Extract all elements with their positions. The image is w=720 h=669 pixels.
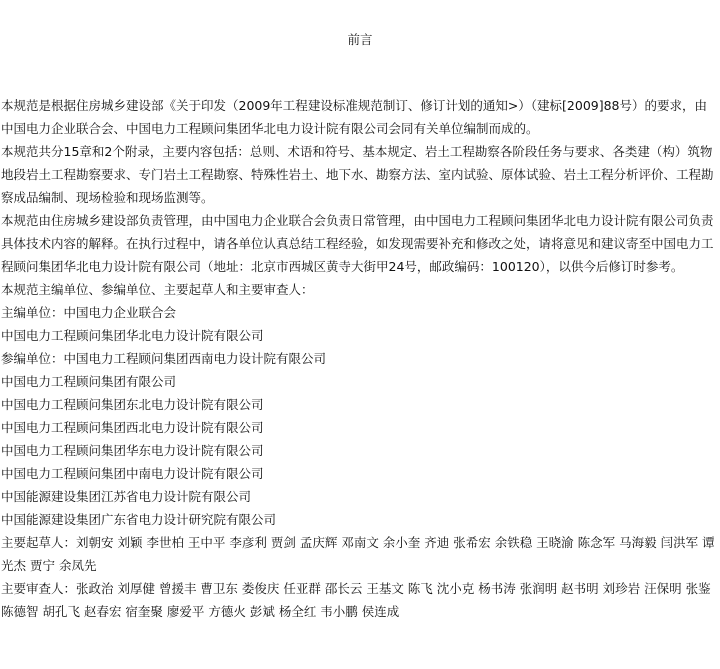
- organization-line: 中国电力工程顾问集团华东电力设计院有限公司: [1, 443, 264, 458]
- participating-units: 参编单位：中国电力工程顾问集团西南电力设计院有限公司: [1, 351, 327, 366]
- organization-line: 中国能源建设集团广东省电力设计研究院有限公司: [1, 512, 277, 527]
- organization-line: 中国电力工程顾问集团西北电力设计院有限公司: [1, 420, 264, 435]
- organization-line: 中国电力工程顾问集团东北电力设计院有限公司: [1, 397, 264, 412]
- document-body: [1, 94, 715, 623]
- chief-editor-unit: 主编单位：中国电力企业联合会: [1, 305, 177, 320]
- paragraph-basis: 本规范是根据住房城乡建设部《关于印发（2009年工程建设标准规范制订、修订计划的通知>）（建标[2009]88号）的要求，由中国电力企业联合会、中国电力工程顾问集团华北电力设计院有限公司会同有关单位编制而成的。: [1, 98, 708, 136]
- paragraph-participants-intro: 本规范主编单位、参编单位、主要起草人和主要审查人：: [1, 282, 314, 297]
- organization-line: 中国电力工程顾问集团中南电力设计院有限公司: [1, 466, 264, 481]
- paragraph-contents: 本规范共分15章和2个附录，主要内容包括：总则、术语和符号、基本规定、岩土工程勘察各阶段任务与要求、各类建（构）筑物地段岩土工程勘察要求、专门岩土工程勘察、特殊性岩土、地下水、勘察方法、室内试验、原体试验、岩土工程分析评价、工程勘察成品编制、现场检验和现场监测等。: [1, 144, 714, 205]
- organization-line: 中国电力工程顾问集团华北电力设计院有限公司: [1, 328, 264, 343]
- page-title: 前言: [347, 32, 373, 47]
- main-drafters: 主要起草人：刘朝安 刘颖 李世柏 王中平 李彦利 贾剑 孟庆辉 邓南文 余小奎 齐迪 张希宏 余铁稳 王晓渝 陈念军 马海毅 闫洪军 谭光杰 贾宁 余凤先: [1, 535, 715, 573]
- organization-line: 中国电力工程顾问集团有限公司: [1, 374, 177, 389]
- main-reviewers: 主要审查人：张政治 刘厚健 曾援丰 曹卫东 娄俊庆 任亚群 邵长云 王基文 陈飞 沈小克 杨书涛 张润明 赵书明 刘珍岩 汪保明 张鉴 陈德智 胡孔飞 赵春宏 宿奎聚 廖爱平 方德火 彭斌 杨全红 韦小鹏 侯连成: [1, 581, 711, 619]
- organization-line: 中国能源建设集团江苏省电力设计院有限公司: [1, 489, 252, 504]
- paragraph-management: 本规范由住房城乡建设部负责管理，由中国电力企业联合会负责日常管理，由中国电力工程顾问集团华北电力设计院有限公司负责具体技术内容的解释。在执行过程中，请各单位认真总结工程经验，如发现需要补充和修改之处，请将意见和建议寄至中国电力工程顾问集团华北电力设计院有限公司（地址：北京市西城区黄寺大街甲24号，邮政编码：100120），以供今后修订时参考。: [1, 213, 714, 274]
